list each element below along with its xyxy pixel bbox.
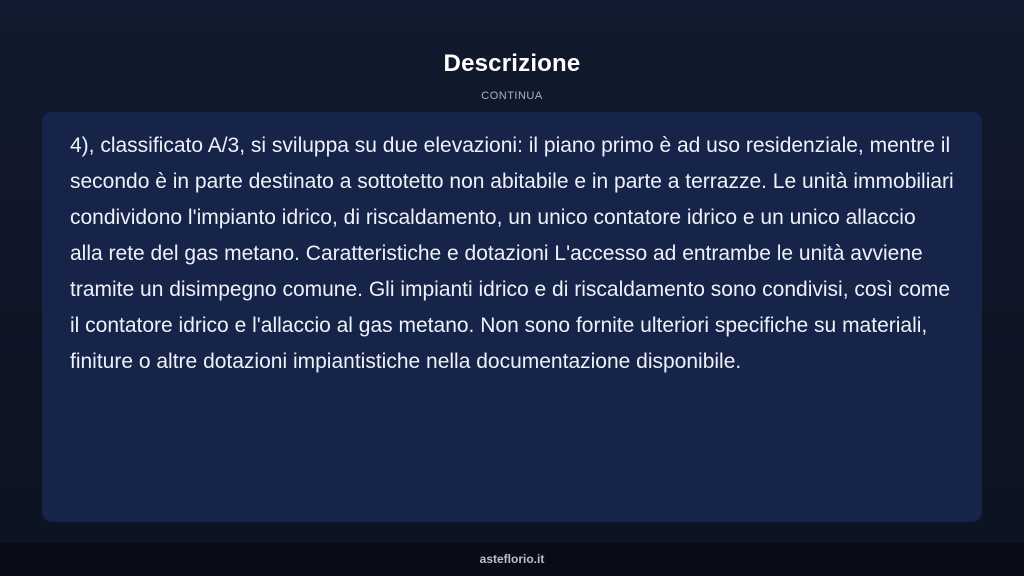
description-card [42,112,982,522]
footer-bar [0,543,1024,576]
continued-label: CONTINUA [481,90,543,102]
description-text: 4), classificato A/3, si sviluppa su due elevazioni: il piano primo è ad uso residenziale, mentre il secondo è in parte destinato a sottotetto non abitabile e in parte a terrazze. Le unità immobiliari condividono l'impianto idrico, di riscaldamento, un unico contatore idrico e un unico allaccio alla rete del gas metano. Caratteristiche e dotazioni L'accesso ad entrambe le unità avviene tramite un disimpegno comune. Gli impianti idrico e di riscaldamento sono condivisi, così come il contatore idrico e l'allaccio al gas metano. Non sono fornite ulteriori specifiche su materiali, finiture o altre dotazioni impiantistiche nella documentazione disponibile. [70,134,954,373]
page-title: Descrizione [443,50,581,77]
footer-site-name: asteflorio.it [479,552,545,566]
